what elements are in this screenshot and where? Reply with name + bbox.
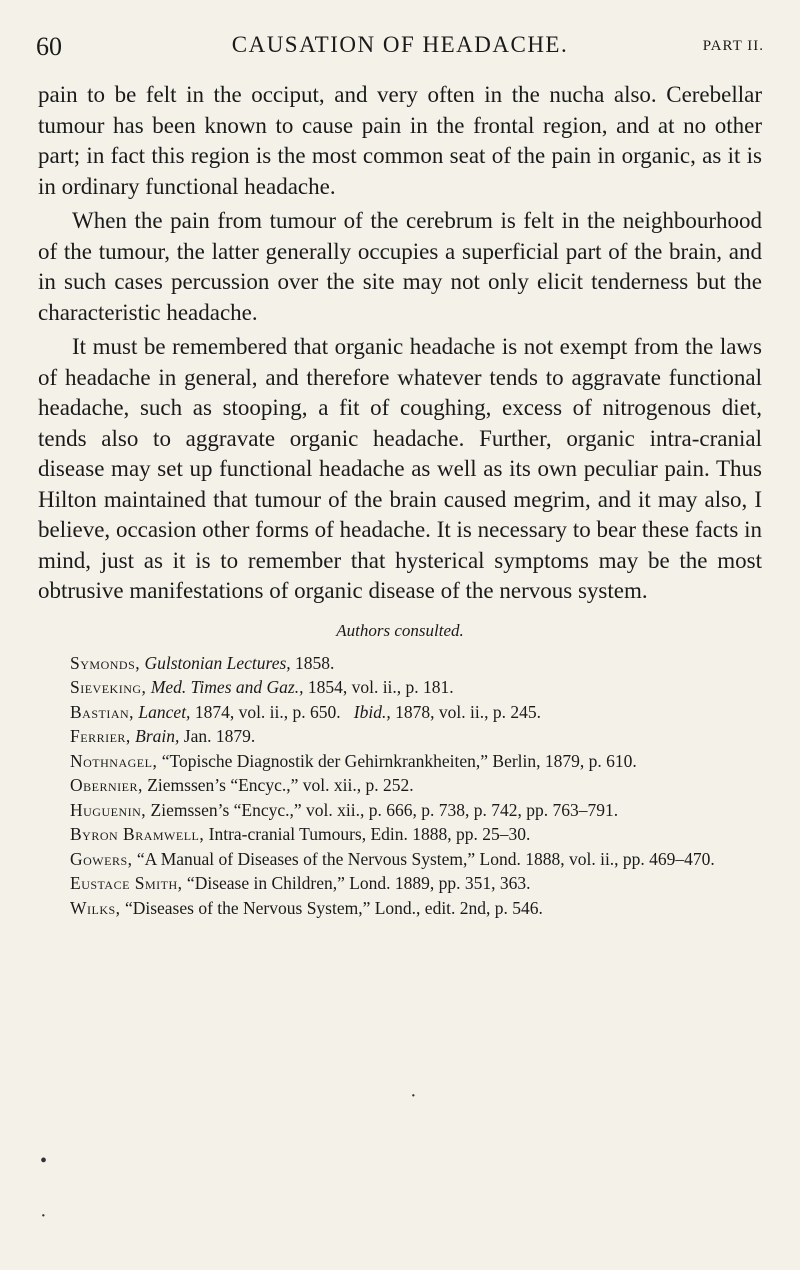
page-number: 60 (36, 32, 62, 61)
page-body (38, 80, 762, 920)
reference-item: Huguenin, Ziemssen’s “Encyc.,” vol. xii., p. 666, p. 738, p. 742, pp. 763–791. (70, 799, 619, 820)
reference-item: Ferrier, Brain, Jan. 1879. (70, 726, 256, 746)
stray-mark: · (40, 1205, 47, 1227)
reference-item: Eustace Smith, “Disease in Children,” Lond. 1889, pp. 351, 363. (70, 873, 531, 893)
reference-item: Obernier, Ziemssen’s “Encyc.,” vol. xii., p. 252. (70, 775, 414, 795)
reference-item: Gowers, “A Manual of Diseases of the Nervous System,” Lond. 1888, vol. ii., pp. 469–470. (70, 848, 715, 869)
reference-item: Wilks, “Diseases of the Nervous System,” Lond., edit. 2nd, p. 546. (70, 897, 543, 918)
reference-item: Sieveking, Med. Times and Gaz., 1854, vol. ii., p. 181. (70, 677, 454, 697)
running-title: CAUSATION OF HEADACHE. (231, 32, 569, 57)
paragraph-2: When the pain from tumour of the cerebrum is felt in the neighbourhood of the tumour, the latter generally occupies a superficial part of the brain, and in such cases percussion over the site may not only elicit tenderness but the characteristic headache. (38, 208, 762, 325)
part-label: PART II. (702, 38, 764, 54)
stray-mark: • (40, 1150, 48, 1172)
reference-item: Bastian, Lancet, 1874, vol. ii., p. 650. Ibid., 1878, vol. ii., p. 245. (70, 701, 541, 722)
page-header (36, 30, 764, 70)
stray-mark: · (410, 1085, 417, 1107)
paragraph-1: pain to be felt in the occiput, and very often in the nucha also. Cerebellar tumour has been known to cause pain in the frontal region, and at no other part; in fact this region is the most common seat of the pain in organic, as it is in ordinary functional headache. (38, 82, 762, 199)
reference-item: Symonds, Gulstonian Lectures, 1858. (70, 652, 335, 673)
reference-item: Nothnagel, “Topische Diagnostik der Gehirnkrankheiten,” Berlin, 1879, p. 610. (70, 750, 637, 771)
paragraph-3: It must be remembered that organic headache is not exempt from the laws of headache in general, and therefore whatever tends to aggravate functional headache, such as stooping, a fit of coughing, excess of nitrogenous diet, tends also to aggravate organic headache. Further, organic intra-cranial disease may set up functional headache as well as its own peculiar pain. Thus Hilton maintained that tumour of the brain caused megrim, and it may also, I believe, occasion other forms of headache. It is necessary to bear these facts in mind, just as it is to remember that hysterical symptoms may be the most obtrusive manifestations of organic disease of the nervous system. (38, 334, 762, 603)
authors-heading: Authors consulted. (336, 620, 464, 640)
reference-item: Byron Bramwell, Intra-cranial Tumours, Edin. 1888, pp. 25–30. (70, 824, 531, 844)
references-list (38, 651, 762, 921)
